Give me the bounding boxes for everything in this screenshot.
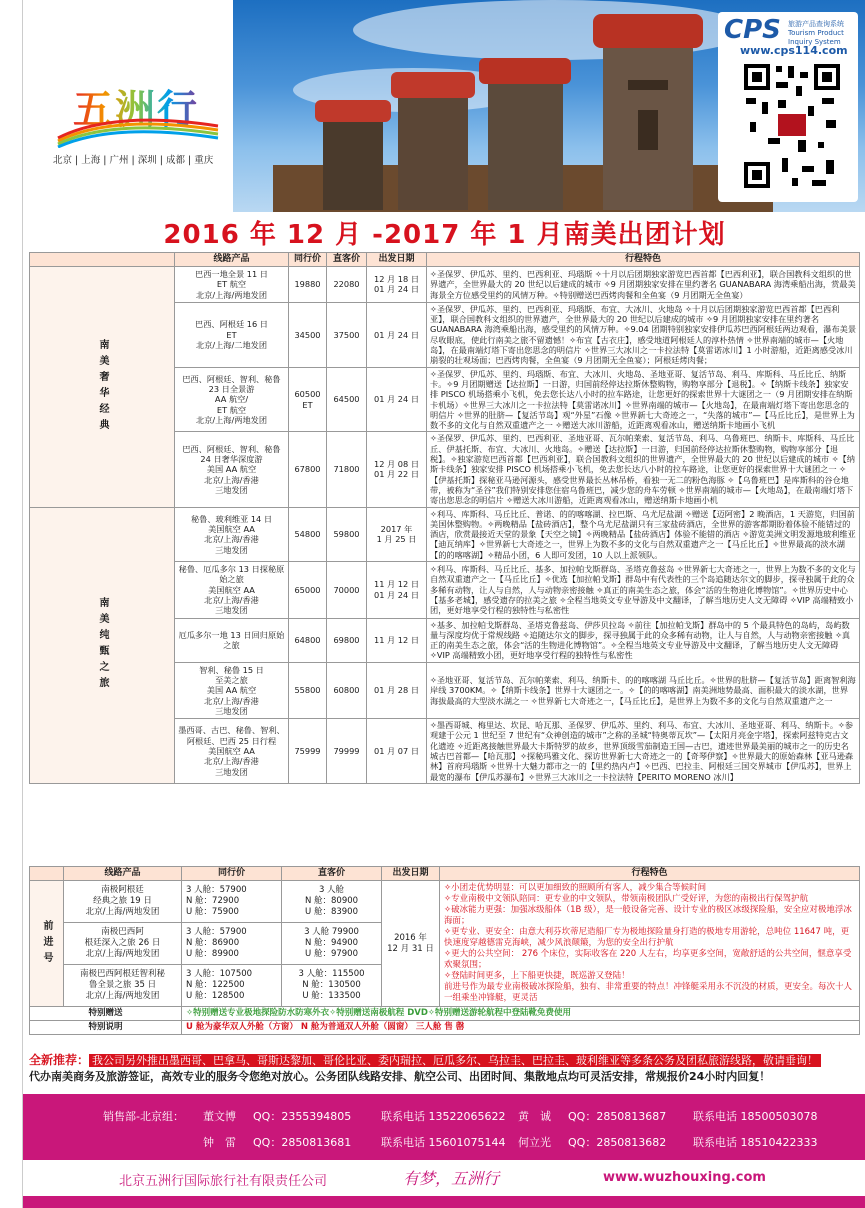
col-category [30, 867, 64, 881]
departure-date: 2016 年 12 月 31 日 [382, 881, 440, 1007]
text-line: AA 航空/ [214, 394, 249, 405]
peer-price: 55800 [289, 662, 327, 718]
text-line: ✧更大的公共空间： 276 个床位，实际收客在 220 人左右，均享更多空间，宽敞舒适的公共空间，惬意享受欢聚氛围； [444, 949, 852, 970]
gift-text: ✧特别赠送专业极地探险防水防寒外衣✧特别赠送南极航程 DVD✧特别赠送游轮航程中登陆靴免费使用 [182, 1007, 860, 1021]
contact-name: 黄 诚 [518, 1110, 551, 1123]
contact-name: 董文博 [203, 1110, 236, 1123]
text-line: N 舱：86900 [186, 938, 240, 948]
text-line: 墨西哥、古巴、秘鲁、智利、阿根廷、巴西 25 日行程 [178, 725, 285, 746]
text-line: 南极巴西阿 [101, 927, 144, 937]
contact-qq[interactable]: QQ：2355394805 [253, 1110, 352, 1123]
text-line: 北京/上海/两地发团 [195, 415, 268, 425]
text-line: 智利、秘鲁 15 日 [199, 664, 264, 675]
text-line: 北京/上海/二地发团 [195, 339, 268, 350]
text-line: ET 航空 [216, 279, 247, 290]
departure-date: 01 月 28 日 [367, 662, 427, 718]
departure-date: 12 月 18 日 01 月 24 日 [367, 267, 427, 303]
highlight-text: ✧利马、库斯科、马丘比丘、基多、加拉帕戈斯群岛、圣塔克鲁兹岛 ✧世界新七大奇迹之一，世界上为数不多的文化与自然双重遗产之一【马丘比丘】✧优选【加拉帕戈斯】群岛中有代表性的三个岛追随达尔文的脚步，探寻独属于此的众多稀有动物，让人与自然，人与动物亲密接触 ✧真正的南美生态之旅，体会“活的生物进化博物馆”。✧世界历史中心【基多老城】，感受遗存的拉美之旅 ✧全程当地英文专业导游及中文翻译，了解当地历史人文无障碍 ✧VIP 高端精致小团，更好地享受行程的独特性与私密性 [427, 562, 860, 618]
text-line: 巴西一地全景 11 日 [195, 269, 268, 279]
category-cell [30, 267, 175, 508]
product-cell[interactable] [175, 562, 289, 618]
slogan: 有梦，五洲行 [403, 1169, 500, 1188]
product-cell[interactable] [175, 267, 289, 303]
text-line: N 舱：130500 [302, 980, 361, 990]
text-line: 秘鲁、玻利维亚 14 日 [190, 513, 273, 524]
direct-price: 22080 [327, 267, 367, 303]
category-cell [30, 881, 64, 1007]
office-cities: 北京 | 上海 | 广州 | 深圳 | 成都 | 重庆 [53, 155, 214, 166]
text-line: 3 人舱 [318, 885, 345, 895]
text-line: 北京/上海/香港 [204, 534, 259, 545]
text-line: ET 航空 [216, 404, 247, 415]
recommend-block [29, 1052, 860, 1085]
text-line: U 舱：89900 [186, 949, 239, 959]
departure-date: 12 月 08 日 01 月 22 日 [367, 432, 427, 507]
peer-price: 34500 [289, 302, 327, 367]
text-line: 北京/上海/香港 [204, 594, 259, 605]
text-line: ✧小团走优势明显：可以更加细致的照顾所有客人，减少集合等候时间 [444, 883, 707, 893]
text-line: 北京/上海/香港 [204, 474, 259, 485]
contact-tel[interactable]: 联系电话 13522065622 [381, 1110, 506, 1123]
direct-price: 59800 [327, 507, 367, 561]
departure-date: 11 月 12 日 01 月 24 日 [367, 562, 427, 618]
highlight-text: ✧基多、加拉帕戈斯群岛、圣塔克鲁兹岛、伊莎贝拉岛 ✧前往【加拉帕戈斯】群岛中的 5 个最具特色的岛屿，岛屿数量与深度均优于常规线路 ✧追随达尔文的脚步，探寻独属于此的众多稀有动物，让人与自然，人与动物亲密接触 ✧真正的南美生态之旅，体会“活的生物进化博物馆”。✧全程当地英文专业导游及中文翻译，了解当地历史人文无障碍 ✧VIP 高端精致小团，更好地享受行程的独特性与私密性 [427, 618, 860, 662]
cps-panel [718, 12, 858, 202]
departure-date: 01 月 24 日 [367, 302, 427, 367]
text-line: N 舱：122500 [186, 980, 245, 990]
text-line: 巴西、阿根廷 16 日 [195, 319, 268, 330]
text-line: U 舱：83900 [305, 907, 358, 917]
text-line: 美国 AA 航空 [206, 464, 257, 475]
text-line: U 舱：97900 [305, 949, 358, 959]
text-line: 至美之旅 [215, 674, 248, 685]
contact-name: 何立光 [518, 1136, 551, 1149]
text-line: 根廷深入之旅 26 日 [84, 938, 161, 948]
peer-price: 19880 [289, 267, 327, 303]
text-line: 前进号作为最专业南极破冰探险船，独有、非常重要的特点！冲锋艇采用永不沉没的材质，更安全。每次十人一组乘坐冲锋艇，更灵活 [444, 982, 853, 1003]
highlight-text: ✧圣地亚哥、复活节岛、瓦尔帕莱索、利马、纳斯卡、的的喀喀湖 马丘比丘。✧世界的肚脐—【复活节岛】距离智利海岸线 3700KM。✧【纳斯卡线条】世界十大谜团之一。✧【的的喀喀湖】南美洲地势最高、面积最大的淡水湖，世界海拔最高的大型淡水湖之一 ✧世界新七大奇迹之一，【马丘比丘】，是世界上为数不多的文化与自然双重遗产之一 [427, 662, 860, 718]
text-line: 三地发团 [215, 605, 248, 616]
col-product: 线路产品 [175, 253, 289, 267]
note-row [30, 1021, 860, 1035]
peer-price: 64800 [289, 618, 327, 662]
text-line: ✧更专业、更安全：由意大利芬坎蒂尼造船厂专为极地探险量身打造的极地专用游轮，总吨位 11647 吨，更快速度穿越德雷克海峡，减少风浪颠簸，为您的安全出行护航 [444, 927, 850, 948]
col-product: 线路产品 [64, 867, 182, 881]
text-line: ET [226, 329, 237, 340]
category-label: 前进号 [41, 919, 52, 968]
footer-bar [23, 1160, 865, 1196]
text-line: ✧登陆时间更多，上下船更快捷，既巡游又登陆！ [444, 971, 630, 981]
gift-row [30, 1007, 860, 1021]
rainbow-swoosh-icon [53, 108, 223, 148]
text-line: ✧专业南极中文领队陪同：更专业的中文领队，带领南极团队广受好评，为您的南极出行保驾护航 [444, 894, 809, 904]
product-cell[interactable] [175, 662, 289, 718]
peer-price: 67800 [289, 432, 327, 507]
text-line: 3 人舱：57900 [186, 927, 247, 937]
direct-price: 37500 [327, 302, 367, 367]
text-line: 美国航空 AA [208, 745, 255, 756]
cps-logo: CPS [724, 15, 781, 45]
direct-price: 71800 [327, 432, 367, 507]
contact-qq[interactable]: QQ：2850813687 [568, 1110, 667, 1123]
text-line: ✧破冰能力更强：加强冰级船体（1B 级），是一般设备完善、设计专业的极区冰级探险船，安全应对极地浮冰海面； [444, 905, 852, 926]
table-row [30, 267, 860, 303]
peer-price: 75999 [289, 719, 327, 784]
highlight-text: ✧圣保罗、伊瓜苏、里约、巴西利亚、玛瑙斯、布宜、大冰川、火地岛 ✧十月以后团期独家游览巴西首都【巴西利亚】，联合国教科文组织的世界遗产，全世界最大的 20 世纪以后建成的城市 ✧9 月团期独家安排在里约著名 GUANABARA 海湾乘船出海，感受里约的风情万种。✧9.04 团期特别独家安排伊瓜苏巴西阿根廷两边观看，瀑布美景尽收眼底，使此行南美之旅不留遗憾！✧布宜【古衣庄】，感受地道阿根廷人的淳朴热情 ✧世界南端的城市—【火地岛】，在最南端灯塔下寄出您思念的明信片 ✧世界三大冰川之一卡拉法特【莫雷诺冰川】1 小时游船，近距离感受冰川崩裂的壮观场面；巴西烤肉餐，全鱼宴（9 月团期无全鱼宴）；阿根廷烤肉餐； [427, 302, 860, 367]
easter-island-moai-photo [233, 0, 865, 212]
text-line: U 舱：75900 [186, 907, 239, 917]
text-line: 美国航空 AA [208, 523, 255, 534]
text-line: 北京/上海/两地发团 [85, 949, 160, 959]
company-name: 北京五洲行国际旅行社有限责任公司 [119, 1174, 328, 1189]
product-cell[interactable] [175, 507, 289, 561]
text-line: 3 人舱：57900 [186, 885, 247, 895]
col-direct-price: 直客价 [282, 867, 382, 881]
highlight-cell [440, 881, 860, 1007]
text-line: 美国航空 AA [208, 584, 255, 595]
text-line: 经典之旅 19 日 [93, 896, 152, 906]
cps-url[interactable]: www.cps114.com [740, 44, 848, 57]
product-cell[interactable] [175, 432, 289, 507]
title-bar [23, 212, 865, 252]
table-row [30, 881, 860, 923]
product-cell[interactable] [175, 618, 289, 662]
website-link[interactable]: www.wuzhouxing.com [603, 1170, 766, 1185]
peer-price-cell [182, 965, 282, 1007]
col-highlight: 行程特色 [427, 253, 860, 267]
direct-price: 64500 [327, 367, 367, 432]
product-cell[interactable] [175, 302, 289, 367]
brochure-page [22, 0, 865, 1208]
text-line: 3 人舱：107500 [186, 969, 253, 979]
direct-price: 70000 [327, 562, 367, 618]
contact-tel[interactable]: 联系电话 18510422333 [693, 1136, 818, 1149]
direct-price-cell [282, 923, 382, 965]
note-label: 特别说明 [30, 1021, 182, 1035]
product-cell[interactable] [64, 923, 182, 965]
departure-date: 11 月 12 日 [367, 618, 427, 662]
footer-contacts [23, 1094, 865, 1208]
category-label: 南美奢华经典 [97, 338, 108, 435]
text-line: 鲁全景之旅 35 日 [88, 980, 157, 990]
product-cell[interactable] [175, 367, 289, 432]
text-line: 北京/上海/两地发团 [195, 289, 268, 300]
text-line: 3 人舱：115500 [298, 969, 365, 979]
peer-price: 65000 [289, 562, 327, 618]
text-line: 南极阿根廷 [101, 885, 144, 895]
recommend-text: 我公司另外推出墨西哥、巴拿马、哥斯达黎加、哥伦比亚、委内瑞拉、厄瓜多尔、乌拉圭、巴拉圭、玻利维亚等多条公务及团私旅游线路，敬请垂询！ [89, 1054, 821, 1067]
logo-panel [23, 0, 243, 212]
text-line: N 舱：72900 [186, 896, 240, 906]
col-date: 出发日期 [367, 253, 427, 267]
text-line: N 舱：94900 [304, 938, 359, 948]
text-line: 三地发团 [215, 544, 248, 555]
qr-code-icon[interactable] [742, 62, 842, 192]
text-line: 美国 AA 航空 [206, 685, 257, 696]
schedule-table-upper [29, 252, 860, 784]
col-direct-price: 直客价 [327, 253, 367, 267]
gift-label: 特别赠送 [30, 1007, 182, 1021]
contact-qq[interactable]: QQ：2850813682 [568, 1136, 667, 1149]
highlight-text: ✧圣保罗、伊瓜苏、里约、玛瑙斯、布宜、大冰川、火地岛、圣地亚哥、复活节岛、利马、库斯科、马丘比丘、纳斯卡。✧9 月团期赠送【达拉斯】一日游，归国前经停达拉斯休整购物，购物享部分【退税】。✧【纳斯卡线条】独家安排 PISCO 机场搭乘小飞机，免去您长达八小时的拉车路途，让您更好的探索世界十大谜团之一（9 月团期安排在纳斯卡机场）✧世界三大冰川之一卡拉法特【莫雷诺冰川】✧世界南端的城市—【火地岛】，在最南端灯塔下寄出您思念的明信片 ✧世界的肚脐—【复活节岛】观“外星”石像 ✧世界新七大奇迹之一，“失落的城市”—【马丘比丘】，是世界上为数不多的文化与自然双重遗产之一 ✧赠送大冰川游船，近距离观看冰山，赠送纳斯卡地画小飞机 [427, 367, 860, 432]
col-peer-price: 同行价 [182, 867, 282, 881]
highlight-text: ✧圣保罗、伊瓜苏、里约、巴西利亚、圣地亚哥、瓦尔帕莱索、复活节岛、利马、乌鲁班巴、纳斯卡、库斯科、马丘比丘、伊基托斯、布宜、大冰川、火地岛。✧赠送【达拉斯】一日游，归国前经停达拉斯休整购物，购物享部分【退税】。✧独家游览巴西首都【巴西利亚】，联合国教科文组织的世界遗产，全世界最大的 20 世纪以后建成的城市 ✧【纳斯卡线条】独家安排 PISCO 机场搭乘小飞机，免去您长达八小时的拉车路途，让您更好的探索世界十大谜团之一 ✧【伊基托斯】探秘亚马逊河源头，感受世界最长丛林吊桥，看独一无二的粉色海豚 ✧【乌鲁班巴】是库斯科的谷仓地带，被称为“圣谷”我们特别安排您住宿乌鲁班巴，减少您的舟车劳顿 ✧世界南端的城市—【火地岛】，在最南端灯塔下寄出您思念的明信片 ✧赠送大冰川游船，近距离观看冰山，赠送纳斯卡地画小机 [427, 432, 860, 507]
text-line: 南极巴西阿根廷智利秘 [79, 969, 165, 979]
highlight-text: ✧利马、库斯科、马丘比丘、普诺、的的喀喀湖、拉巴斯、乌尤尼盐湖 ✧赠送【迈阿密】2 晚酒店，1 天游览，归国前美国休整购物。✧两晚精品【盐砖酒店】，整个乌尤尼盐湖只有三家盐砖酒店，全世界的游客都期盼着体验不能错过的酒店，欣赏最接近天堂的景象【天空之镜】✧两晚精品【盐砖酒店】体验不能错的酒店 ✧游览美洲文明发源地玻利维亚【迪瓦纳库】✧世界新七大奇迹之一，世界上为数不多的文化与自然双重遗产之一【马丘比丘】✧世界最高的淡水湖【的的喀喀湖】✧精品小团，6 人即可发团，10 人以上派领队。 [427, 507, 860, 561]
text-line: 厄瓜多尔一地 13 日回归原始之旅 [178, 629, 285, 651]
table-row [30, 507, 860, 561]
text-line: 北京/上海/两地发团 [85, 991, 160, 1001]
col-category [30, 253, 175, 267]
cps-subtitle: 旅游产品查询系统 Tourism Product Inquiry System [788, 20, 844, 46]
highlight-text: ✧墨西哥城、梅里达、坎昆、哈瓦那、圣保罗、伊瓜苏、里约、利马、布宜、大冰川、圣地亚哥、利马、纳斯卡。✧参观建于公元 1 世纪至 7 世纪有“众神创造的城市”之称的圣城“特奥蒂瓦坎”—【太阳月亮金字塔】，探索阿兹特克古文化遗迹 ✧近距离接触世界最大卡斯特罗的故乡，世界顶级雪茄制造王国—古巴，遗迹世界最美丽的城市之一的历史名城古巴首都—【哈瓦那】✧探秘玛雅文化、探访世界新七大奇迹之一的【奇琴伊察】✧世界最大的原始森林【亚马逊森林】首府玛瑙斯 ✧世界十大魅力都市之一的【里约热内卢】✧巴西、巴拉圭、阿根廷三国交界城市【伊瓜苏】，世界上最宽的瀑布【伊瓜苏瀑布】✧世界三大冰川之一卡拉法特【PERITO MORENO 冰川】 [427, 719, 860, 784]
contact-qq[interactable]: QQ：2850813681 [253, 1136, 352, 1149]
page-title: 2016 年 12 月 -2017 年 1 月南美出团计划 [163, 219, 726, 250]
text-line: U 舱：128500 [186, 991, 245, 1001]
text-line: 巴西、阿根廷、智利、秘鲁 23 日全景游 [182, 373, 281, 395]
category-cell [30, 507, 175, 783]
direct-price-cell [282, 881, 382, 923]
peer-price-cell [182, 881, 282, 923]
text-line: 巴西、阿根廷、智利、秘鲁 24 日奢华深度游 [182, 443, 281, 465]
text-line: 三地发团 [215, 484, 248, 495]
sales-label: 销售部-北京组： [103, 1110, 184, 1123]
direct-price: 60800 [327, 662, 367, 718]
direct-price: 79999 [327, 719, 367, 784]
text-line: 三地发团 [215, 705, 248, 716]
text-line: 秘鲁、厄瓜多尔 13 日探秘原始之旅 [178, 564, 285, 585]
contact-tel[interactable]: 联系电话 15601075144 [381, 1136, 506, 1149]
departure-date: 01 月 07 日 [367, 719, 427, 784]
antarctica-table [29, 866, 860, 1035]
product-cell[interactable] [64, 881, 182, 923]
text-line: 北京/上海/香港 [204, 695, 259, 706]
col-peer-price: 同行价 [289, 253, 327, 267]
contact-tel[interactable]: 联系电话 18500503078 [693, 1110, 818, 1123]
highlight-text: ✧圣保罗、伊瓜苏、里约、巴西利亚、玛瑙斯 ✧十月以后团期独家游览巴西首都【巴西利亚】，联合国教科文组织的世界遗产，全世界最大的 20 世纪以后建成的城市 ✧9 月团期独家安排在里约著名 GUANABARA 海湾乘船出海，赏最美海景全方位感受里约的风情万种。✧特别赠送巴西烤肉餐和全鱼宴（9 月团期无全鱼宴） [427, 267, 860, 303]
peer-price: 60500 ET [289, 367, 327, 432]
service-text: 代办南美商务及旅游签证，高效专业的服务令您绝对放心。公务团队线路安排、航空公司、出团时间、集散地点均可灵活安排，常规报价24小时内回复！ [29, 1070, 771, 1083]
recommend-label: 全新推荐： [29, 1053, 90, 1067]
departure-date: 01 月 24 日 [367, 367, 427, 432]
peer-price-cell [182, 923, 282, 965]
text-line: 北京/上海/两地发团 [85, 907, 160, 917]
brand-logo: 五洲行 [73, 78, 199, 135]
contact-name: 钟 雷 [203, 1136, 236, 1149]
col-date: 出发日期 [382, 867, 440, 881]
product-cell[interactable] [64, 965, 182, 1007]
category-label: 南美纯甄之旅 [97, 597, 108, 694]
text-line: 北京/上海/香港 [204, 756, 259, 767]
product-cell[interactable] [175, 719, 289, 784]
text-line: 3 人舱 79900 [304, 927, 359, 937]
col-highlight: 行程特色 [440, 867, 860, 881]
header [23, 0, 865, 212]
departure-date: 2017 年 1 月 25 日 [367, 507, 427, 561]
text-line: 三地发团 [215, 766, 248, 777]
peer-price: 54800 [289, 507, 327, 561]
text-line: N 舱：80900 [304, 896, 359, 906]
text-line: U 舱：133500 [302, 991, 361, 1001]
note-text: U 舱为豪华双人外舱（方窗） N 舱为普通双人外舱（圆窗） 三人舱 售 罄 [182, 1021, 860, 1035]
direct-price: 69800 [327, 618, 367, 662]
direct-price-cell [282, 965, 382, 1007]
